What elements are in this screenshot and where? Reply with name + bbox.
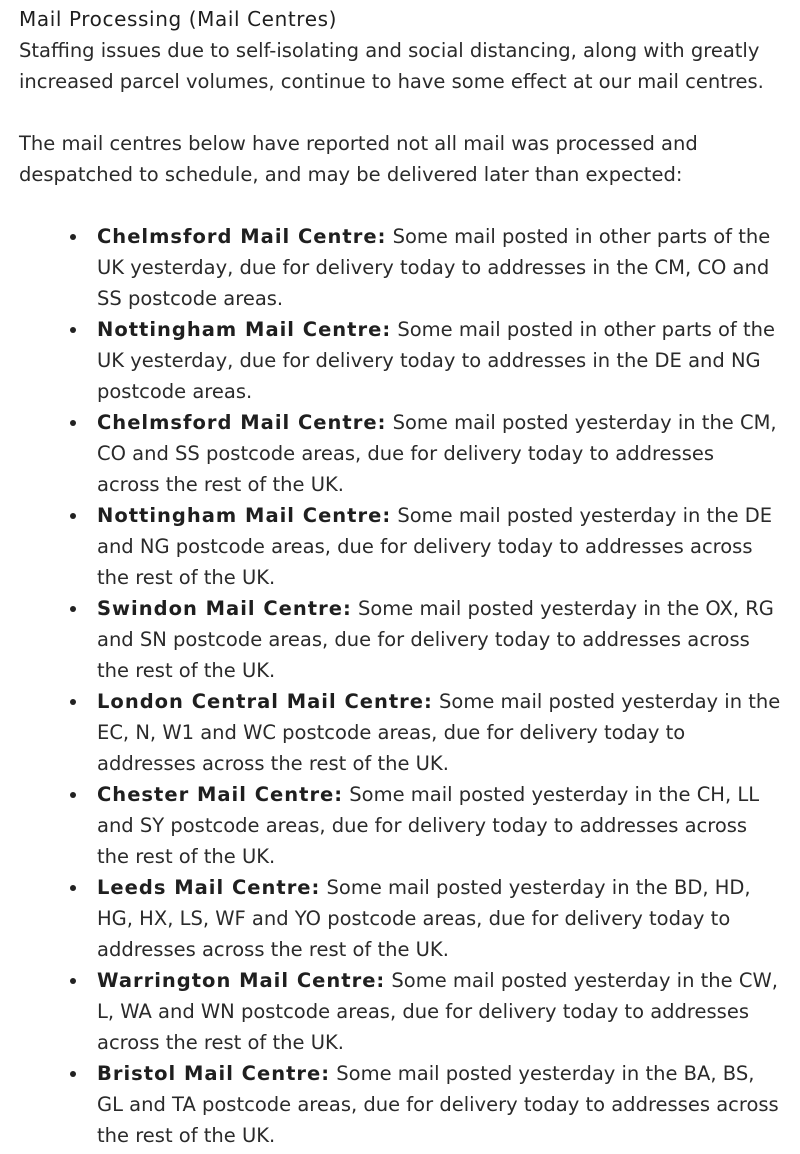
centre-notice: Some mail posted yesterday in the EC, N, W1 and WC postcode areas, due for delivery today to addresses across the rest of the UK.: [97, 690, 781, 775]
list-item: [97, 500, 782, 593]
list-item: [97, 407, 782, 500]
centre-notice: Some mail posted yesterday in the CW, L, WA and WN postcode areas, due for delivery today to addresses across the rest of the UK.: [97, 969, 778, 1054]
mail-centre-list: [19, 221, 782, 1151]
centre-name: Nottingham Mail Centre:: [97, 318, 392, 341]
list-item: [97, 965, 782, 1058]
centre-name: Warrington Mail Centre:: [97, 969, 386, 992]
centre-notice: Some mail posted yesterday in the CH, LL and SY postcode areas, due for delivery today to addresses across the rest of the UK.: [97, 783, 760, 868]
centre-name: Bristol Mail Centre:: [97, 1062, 331, 1085]
centre-notice: Some mail posted in other parts of the UK yesterday, due for delivery today to addresses in the CM, CO and SS postcode areas.: [97, 225, 771, 310]
centre-notice: Some mail posted yesterday in the CM, CO and SS postcode areas, due for delivery today to addresses across the rest of the UK.: [97, 411, 777, 496]
centre-notice: Some mail posted yesterday in the DE and NG postcode areas, due for delivery today to addresses across the rest of the UK.: [97, 504, 773, 589]
list-item: [97, 221, 782, 314]
centre-name: Nottingham Mail Centre:: [97, 504, 392, 527]
section-heading: Mail Processing (Mail Centres): [19, 7, 338, 31]
list-item: [97, 314, 782, 407]
list-item: [97, 593, 782, 686]
centre-name: Chester Mail Centre:: [97, 783, 344, 806]
centre-name: Leeds Mail Centre:: [97, 876, 321, 899]
centre-name: London Central Mail Centre:: [97, 690, 433, 713]
centre-notice: Some mail posted yesterday in the BA, BS, GL and TA postcode areas, due for delivery today to addresses across the rest of the UK.: [97, 1062, 779, 1147]
centre-notice: Some mail posted in other parts of the UK yesterday, due for delivery today to addresses in the DE and NG postcode areas.: [97, 318, 775, 403]
centre-notice: Some mail posted yesterday in the OX, RG and SN postcode areas, due for delivery today to addresses across the rest of the UK.: [97, 597, 774, 682]
list-item: [97, 872, 782, 965]
centre-name: Chelmsford Mail Centre:: [97, 225, 387, 248]
intro-paragraph: Staffing issues due to self-isolating and social distancing, along with greatly increased parcel volumes, continue to have some effect at our mail centres.: [19, 39, 764, 93]
centre-name: Swindon Mail Centre:: [97, 597, 352, 620]
mail-centres-intro: The mail centres below have reported not all mail was processed and despatched to schedule, and may be delivered later than expected:: [19, 132, 698, 186]
list-item: [97, 1058, 782, 1151]
list-item: [97, 779, 782, 872]
centre-name: Chelmsford Mail Centre:: [97, 411, 387, 434]
centre-notice: Some mail posted yesterday in the BD, HD, HG, HX, LS, WF and YO postcode areas, due for delivery today to addresses across the rest of the UK.: [97, 876, 751, 961]
list-item: [97, 686, 782, 779]
